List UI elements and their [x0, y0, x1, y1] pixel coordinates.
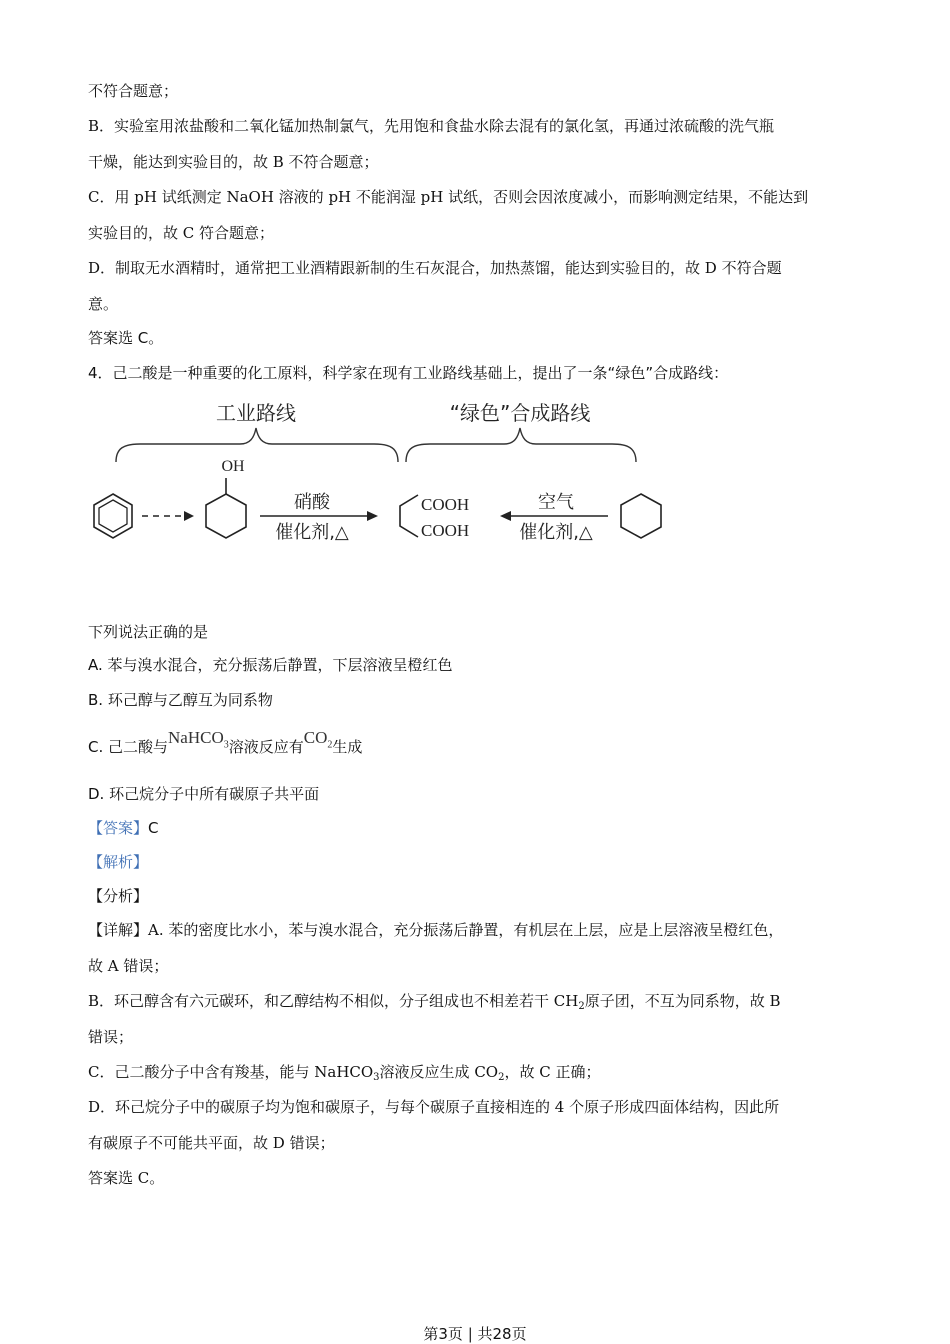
green-brace: [406, 428, 636, 462]
page-number: 3: [438, 1325, 448, 1343]
page-footer: 第3页 | 共28页: [423, 1325, 527, 1343]
arrow2-head: [500, 511, 511, 521]
option-c-middle: 溶液反应有: [228, 738, 304, 756]
answer-value: C: [148, 819, 159, 837]
oh-label: OH: [221, 458, 245, 475]
fenxi-label: 【分析】: [88, 887, 149, 905]
text-line: 意。: [88, 295, 119, 313]
question-prompt: 下列说法正确的是: [88, 623, 209, 641]
reagent-nitric-acid: 硝酸: [294, 492, 330, 513]
synthesis-route-diagram: [88, 392, 678, 552]
industrial-brace: [116, 428, 398, 462]
dashed-arrow-head: [184, 511, 194, 521]
cooh-bottom: COOH: [421, 521, 470, 540]
question-stem: 4．己二酸是一种重要的化工原料，科学家在现有工业路线基础上，提出了一条“绿色”合成路线：: [88, 364, 729, 382]
option-d: D. 环己烷分子中所有碳原子共平面: [88, 785, 320, 803]
text-line: 答案选 C。: [88, 329, 164, 347]
text-line: B．实验室用浓盐酸和二氧化锰加热制氯气，先用饱和食盐水除去混有的氯化氢，再通过浓硫酸的洗气瓶: [88, 117, 775, 135]
formula-nahco3: NaHCO$_3$: [168, 728, 229, 751]
text-line: 干燥，能达到实验目的，故 B 不符合题意；: [88, 153, 379, 171]
detail-line: 【详解】A. 苯的密度比水小，苯与溴水混合，充分振荡后静置，有机层在上层，应是上层溶液呈橙红色，: [88, 921, 784, 939]
text-line: D．制取无水酒精时，通常把工业酒精跟新制的生石灰混合，加热蒸馏，能达到实验目的，故 D 不符合题: [88, 259, 782, 277]
formula-co2: $CO_2$: [303, 728, 333, 751]
detail-d-line2: 有碳原子不可能共平面，故 D 错误；: [88, 1134, 335, 1152]
cooh-top: COOH: [421, 495, 470, 514]
detail-d-line1: D．环己烷分子中的碳原子均为饱和碳原子，与每个碳原子直接相连的 4 个原子形成四面体结构，因此所: [88, 1098, 780, 1116]
detail-b-line1: B．环己醇含有六元碳环，和乙醇结构不相似，分子组成也不相差若干 $CH_2$原子团，不互为同系物，故 B: [88, 992, 781, 1012]
cyclohexanol-ring: [206, 494, 246, 538]
option-c-suffix: 生成: [332, 738, 363, 756]
text-line: 实验目的，故 C 符合题意；: [88, 224, 275, 242]
answer-conclusion: 答案选 C。: [88, 1169, 165, 1187]
detail-a-end: 故 A 错误；: [88, 957, 169, 975]
option-c: [88, 728, 858, 764]
detail-c-line: C．己二酸分子中含有羧基，能与 NaHCO$_3$溶液反应生成 $CO_2$，故 C 正确；: [88, 1063, 601, 1083]
option-b: B. 环己醇与乙醇互为同系物: [88, 691, 273, 709]
detail-b-line2: 错误；: [88, 1028, 134, 1046]
green-route-label: “绿色”合成路线: [449, 401, 591, 425]
condition-1: 催化剂,△: [275, 522, 349, 543]
text-line: C．用 pH 试纸测定 NaOH 溶液的 pH 不能润湿 pH 试纸，否则会因浓度减小，而影响测定结果，不能达到: [88, 188, 809, 206]
total-pages: 28: [492, 1325, 512, 1343]
cyclohexane-ring: [621, 494, 661, 538]
benzene-inner-bonds: [99, 500, 127, 532]
answer-label: 【答案】: [88, 819, 149, 837]
option-c-prefix: C. 己二酸与: [88, 738, 169, 756]
reagent-air: 空气: [538, 492, 574, 513]
arrow1-head: [367, 511, 378, 521]
adipic-acid-chain: [400, 495, 418, 537]
industrial-route-label: 工业路线: [216, 401, 296, 425]
condition-2: 催化剂,△: [519, 522, 593, 543]
analysis-label: 【解析】: [88, 853, 149, 871]
text-line: 不符合题意；: [88, 82, 179, 100]
option-a: A. 苯与溴水混合，充分振荡后静置，下层溶液呈橙红色: [88, 656, 453, 674]
answer-line: [88, 818, 858, 838]
